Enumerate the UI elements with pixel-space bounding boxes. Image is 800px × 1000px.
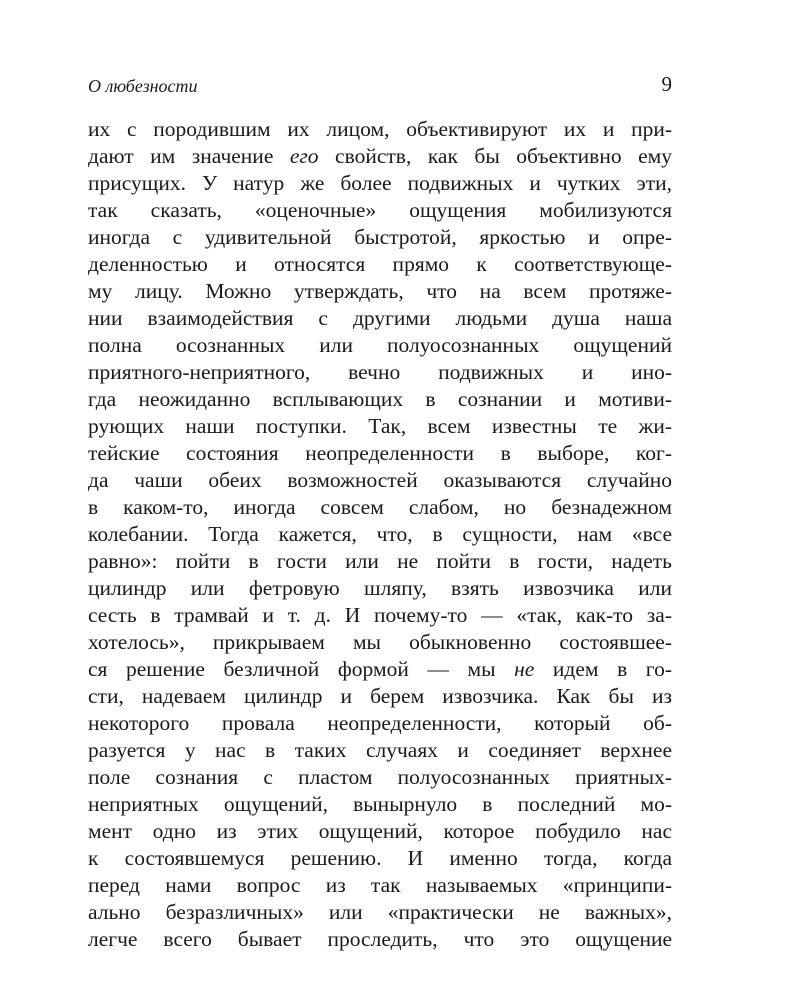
text-line: колебании. Тогда кажется, что, в сущности, нам «все <box>88 522 672 546</box>
text-line: перед нами вопрос из так называемых «принципи- <box>88 873 672 897</box>
text-line: цилиндр или фетровую шляпу, взять извозчика или <box>88 576 672 600</box>
text-line: рующих наши поступки. Так, всем известны те жи- <box>88 414 672 438</box>
running-head <box>88 74 672 98</box>
text-line: да чаши обеих возможностей оказываются случайно <box>88 468 672 492</box>
running-title: О любезности <box>88 76 198 96</box>
text-line: сесть в трамвай и т. д. И почему-то — «так, как-то за- <box>88 603 672 627</box>
text-line: дают им значение его свойств, как бы объективно ему <box>88 144 672 168</box>
text-line: ся решение безличной формой — мы не идем в го- <box>88 657 672 681</box>
text-line: в каком-то, иногда совсем слабом, но безнадежном <box>88 495 672 519</box>
text-line: разуется у нас в таких случаях и соединяет верхнее <box>88 738 672 762</box>
text-line: иногда с удивительной быстротой, яркостью и опре- <box>88 225 672 249</box>
text-line: гда неожиданно всплывающих в сознании и мотиви- <box>88 387 672 411</box>
page-number: 9 <box>661 72 672 96</box>
text-line: сти, надеваем цилиндр и берем извозчика. Как бы из <box>88 684 672 708</box>
text-line: приятного-неприятного, вечно подвижных и ино- <box>88 360 672 384</box>
text-line: их с породившим их лицом, объективируют их и при- <box>88 117 672 141</box>
text-line: деленностью и относятся прямо к соответствующе- <box>88 252 672 276</box>
text-line: нии взаимодействия с другими людьми душа наша <box>88 306 672 330</box>
text-line: легче всего бывает проследить, что это ощущение <box>88 927 672 951</box>
text-line: тейские состояния неопределенности в выборе, ког- <box>88 441 672 465</box>
body-text <box>88 116 672 953</box>
text-line: неприятных ощущений, вынырнуло в последний мо- <box>88 792 672 816</box>
text-line: к состоявшемуся решению. И именно тогда, когда <box>88 846 672 870</box>
text-line: некоторого провала неопределенности, который об- <box>88 711 672 735</box>
text-line: ально безразличных» или «практически не важных», <box>88 900 672 924</box>
text-line: так сказать, «оценочные» ощущения мобилизуются <box>88 198 672 222</box>
text-line: полна осознанных или полуосознанных ощущений <box>88 333 672 357</box>
text-line: поле сознания с пластом полуосознанных приятных- <box>88 765 672 789</box>
text-line: му лицу. Можно утверждать, что на всем протяже- <box>88 279 672 303</box>
text-line: хотелось», прикрываем мы обыкновенно состоявшее- <box>88 630 672 654</box>
text-line: равно»: пойти в гости или не пойти в гости, надеть <box>88 549 672 573</box>
text-line: мент одно из этих ощущений, которое побудило нас <box>88 819 672 843</box>
text-line: присущих. У натур же более подвижных и чутких эти, <box>88 171 672 195</box>
